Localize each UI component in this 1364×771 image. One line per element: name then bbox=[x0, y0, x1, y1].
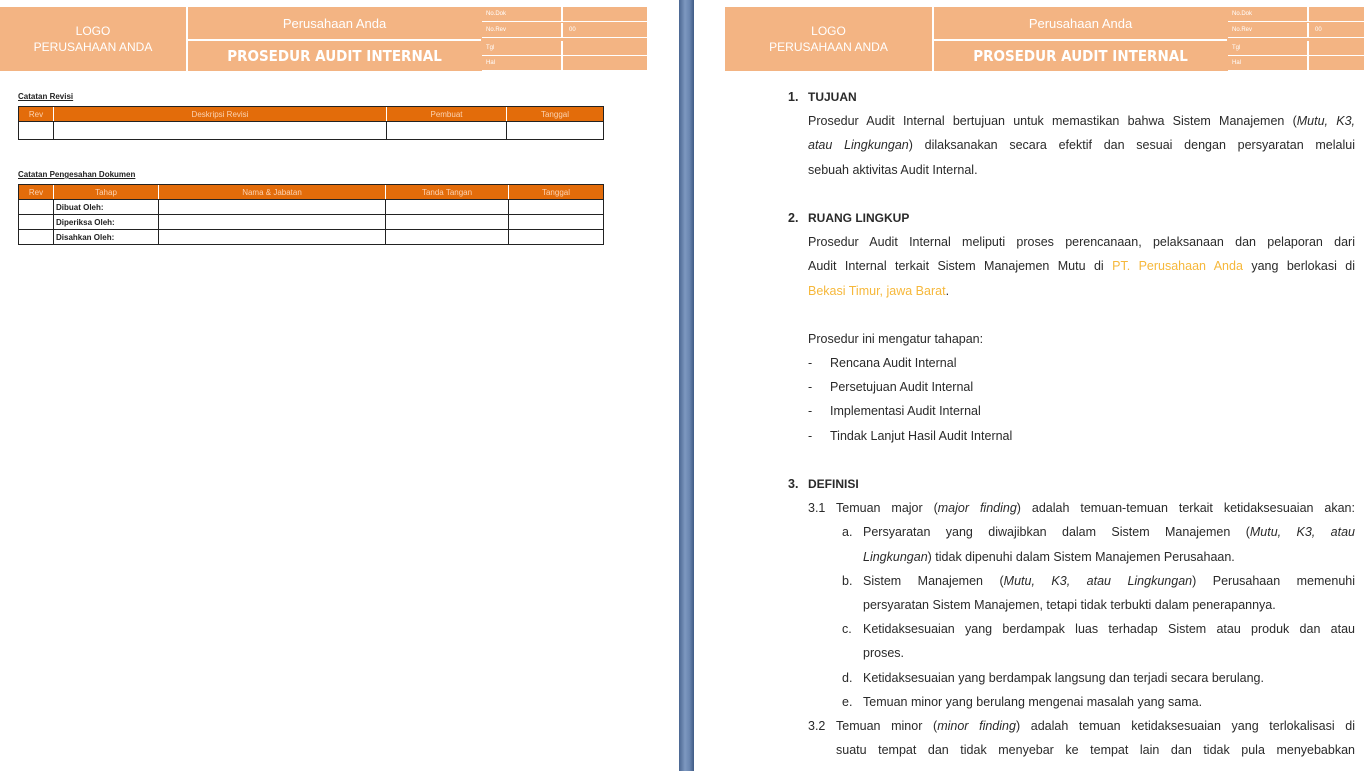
company-name: Perusahaan Anda bbox=[1028, 15, 1133, 31]
text-line bbox=[694, 520, 1364, 544]
line-text bbox=[808, 327, 1355, 351]
text-segment: Temuan major ( bbox=[836, 501, 938, 516]
line-text bbox=[808, 279, 1355, 303]
col-header: Rev bbox=[19, 185, 54, 200]
italic-text: minor finding bbox=[937, 718, 1016, 733]
text-segment: Prosedur Audit Internal meliputi proses perencanaan, pelaksanaan dan pelaporan dari bbox=[808, 235, 1355, 250]
text-line bbox=[694, 327, 1364, 351]
cell[interactable] bbox=[19, 215, 54, 230]
line-text bbox=[808, 206, 909, 230]
cell[interactable] bbox=[509, 215, 604, 230]
text-segment: proses. bbox=[863, 646, 904, 661]
meta-key: No.Rev bbox=[482, 23, 563, 37]
text-segment: RUANG LINGKUP bbox=[808, 210, 910, 225]
line-text bbox=[863, 569, 1355, 593]
approval-label: Catatan Pengesahan Dokumen bbox=[18, 170, 136, 179]
text-segment: Ketidaksesuaian yang berdampak luas terhadap Sistem atau produk dan atau bbox=[863, 622, 1355, 637]
page-right bbox=[694, 0, 1364, 771]
text-segment: DEFINISI bbox=[808, 477, 859, 491]
list-marker: 3.2 bbox=[808, 718, 826, 733]
document-title: PROSEDUR AUDIT INTERNAL bbox=[227, 47, 442, 65]
logo-placeholder bbox=[0, 7, 186, 71]
text-segment: Rencana Audit Internal bbox=[830, 356, 957, 371]
meta-key: Tgl bbox=[482, 41, 563, 55]
logo-placeholder bbox=[725, 7, 932, 71]
cell[interactable] bbox=[19, 230, 54, 245]
line-text bbox=[808, 254, 1355, 278]
text-line bbox=[694, 714, 1364, 738]
cell[interactable] bbox=[509, 200, 604, 215]
logo-text: LOGO bbox=[75, 24, 111, 38]
text-line bbox=[694, 109, 1364, 133]
line-text bbox=[863, 666, 1355, 690]
text-line bbox=[694, 641, 1364, 665]
meta-row bbox=[1228, 41, 1364, 56]
col-header: Pembuat bbox=[387, 107, 507, 122]
text-line bbox=[694, 375, 1364, 399]
line-text bbox=[808, 158, 1355, 182]
italic-text: Mutu, K3, atau Lingkungan bbox=[1003, 573, 1193, 588]
cell[interactable] bbox=[507, 122, 604, 140]
col-header: Deskripsi Revisi bbox=[54, 107, 387, 122]
logo-text: LOGO bbox=[811, 24, 846, 38]
list-marker: - bbox=[808, 380, 813, 395]
line-text bbox=[830, 351, 1330, 375]
section-heading bbox=[694, 472, 1364, 496]
page-divider bbox=[679, 0, 694, 771]
document-body bbox=[694, 85, 1364, 762]
list-marker: 3. bbox=[788, 477, 799, 491]
document-header bbox=[0, 7, 647, 71]
logo-company: PERUSAHAAN ANDA bbox=[769, 40, 888, 54]
stage-cell: Disahkan Oleh: bbox=[54, 230, 159, 245]
list-marker: - bbox=[808, 404, 813, 419]
line-text bbox=[808, 85, 857, 109]
cell[interactable] bbox=[159, 200, 386, 215]
line-text bbox=[808, 472, 859, 496]
text-segment: . bbox=[945, 283, 950, 298]
text-line bbox=[694, 399, 1364, 423]
line-text bbox=[836, 738, 1355, 762]
italic-text: major finding bbox=[937, 501, 1017, 516]
text-line bbox=[694, 158, 1364, 182]
text-line bbox=[694, 496, 1364, 520]
text-segment: suatu tempat dan tidak menyebar ke tempat lain dan tidak pula menyebabkan bbox=[836, 743, 1355, 758]
meta-key: No.Rev bbox=[1228, 23, 1309, 37]
text-segment: Ketidaksesuaian yang berdampak langsung dan terjadi secara berulang. bbox=[863, 670, 1264, 685]
line-text bbox=[863, 617, 1355, 641]
col-header: Tanda Tangan bbox=[386, 185, 509, 200]
cell[interactable] bbox=[19, 200, 54, 215]
col-header: Tahap bbox=[54, 185, 159, 200]
list-marker: 1. bbox=[788, 90, 799, 104]
meta-value bbox=[1309, 7, 1364, 21]
text-segment: ) tidak dipenuhi dalam Sistem Manajemen Perusahaan. bbox=[927, 549, 1235, 564]
meta-row bbox=[1228, 56, 1364, 71]
approval-table bbox=[18, 184, 604, 245]
meta-value bbox=[563, 7, 647, 21]
col-header: Rev bbox=[19, 107, 54, 122]
table-row bbox=[19, 122, 604, 140]
line-text bbox=[836, 496, 1355, 520]
line-text bbox=[808, 133, 1355, 157]
list-marker: b. bbox=[842, 573, 853, 588]
text-line bbox=[694, 617, 1364, 641]
line-text bbox=[863, 593, 1355, 617]
text-segment: ) Perusahaan memenuhi bbox=[1192, 573, 1355, 588]
list-marker: 2. bbox=[788, 210, 799, 225]
text-segment: sebuah aktivitas Audit Internal. bbox=[808, 162, 978, 177]
text-segment: TUJUAN bbox=[808, 90, 857, 104]
col-header: Tanggal bbox=[507, 107, 604, 122]
meta-row bbox=[482, 23, 647, 38]
table-row bbox=[19, 230, 604, 245]
text-segment: Temuan minor ( bbox=[836, 718, 938, 733]
text-line bbox=[694, 666, 1364, 690]
document-title: PROSEDUR AUDIT INTERNAL bbox=[973, 47, 1188, 65]
company-name: Perusahaan Anda bbox=[282, 15, 387, 31]
text-segment: Temuan minor yang berulang mengenai masalah yang sama. bbox=[863, 694, 1203, 709]
meta-value: 00 bbox=[569, 27, 576, 33]
cell[interactable] bbox=[509, 230, 604, 245]
text-segment: persyaratan Sistem Manajemen, tetapi tidak terbukti dalam penerapannya. bbox=[863, 597, 1276, 612]
cell[interactable] bbox=[159, 215, 386, 230]
line-text bbox=[863, 641, 1355, 665]
text-segment: Prosedur Audit Internal bertujuan untuk memastikan bahwa Sistem Manajemen ( bbox=[808, 114, 1297, 129]
revision-table bbox=[18, 106, 604, 140]
text-line bbox=[694, 279, 1364, 303]
meta-key: No.Dok bbox=[482, 7, 563, 21]
list-marker: - bbox=[808, 356, 813, 371]
text-segment: Tindak Lanjut Hasil Audit Internal bbox=[830, 428, 1013, 443]
meta-row bbox=[482, 41, 647, 56]
meta-row bbox=[1228, 7, 1364, 22]
text-line bbox=[694, 690, 1364, 714]
list-marker: - bbox=[808, 428, 813, 443]
meta-key: Tgl bbox=[1228, 41, 1309, 55]
text-line bbox=[694, 569, 1364, 593]
highlighted-text: PT. Perusahaan Anda bbox=[1112, 259, 1243, 274]
list-marker: a. bbox=[842, 525, 853, 540]
text-line bbox=[694, 254, 1364, 278]
text-segment: Prosedur ini mengatur tahapan: bbox=[808, 331, 984, 346]
line-text bbox=[863, 545, 1355, 569]
col-header: Tanggal bbox=[509, 185, 604, 200]
text-segment: ) dilaksanakan secara efektif dan sesuai dengan persyaratan melalui bbox=[908, 138, 1355, 153]
meta-value bbox=[563, 56, 647, 70]
document-header bbox=[725, 7, 1364, 71]
text-line bbox=[694, 545, 1364, 569]
meta-row bbox=[482, 56, 647, 71]
text-segment: ) adalah temuan-temuan terkait ketidaksesuaian akan: bbox=[1016, 501, 1355, 516]
cell[interactable] bbox=[19, 122, 54, 140]
text-segment: Persyaratan yang diwajibkan dalam Sistem Manajemen ( bbox=[863, 525, 1250, 540]
line-text bbox=[863, 690, 1355, 714]
text-line bbox=[694, 593, 1364, 617]
table-row bbox=[19, 215, 604, 230]
italic-text: Mutu, K3, atau bbox=[1249, 525, 1355, 540]
stage-cell: Dibuat Oleh: bbox=[54, 200, 159, 215]
meta-key: Hal bbox=[1228, 56, 1309, 70]
cell[interactable] bbox=[386, 215, 509, 230]
meta-key: No.Dok bbox=[1228, 7, 1309, 21]
cell[interactable] bbox=[387, 122, 507, 140]
text-line bbox=[694, 133, 1364, 157]
list-marker: d. bbox=[842, 670, 853, 685]
line-text bbox=[830, 399, 1330, 423]
highlighted-text: Bekasi Timur, jawa Barat bbox=[808, 283, 946, 298]
section-heading bbox=[694, 85, 1364, 109]
text-segment: yang berlokasi di bbox=[1242, 259, 1355, 274]
blank-line bbox=[694, 448, 1364, 472]
line-text bbox=[808, 230, 1355, 254]
italic-text: atau Lingkungan bbox=[808, 138, 909, 153]
text-segment: ) adalah temuan ketidaksesuaian yang terlokalisasi di bbox=[1015, 718, 1355, 733]
text-line bbox=[694, 738, 1364, 762]
table-row bbox=[19, 200, 604, 215]
meta-value bbox=[563, 41, 647, 55]
section-heading bbox=[694, 206, 1364, 230]
text-line bbox=[694, 230, 1364, 254]
blank-line bbox=[694, 182, 1364, 206]
cell[interactable] bbox=[386, 200, 509, 215]
text-segment: Implementasi Audit Internal bbox=[830, 404, 981, 419]
doc-meta bbox=[1228, 7, 1364, 71]
line-text bbox=[830, 424, 1330, 448]
list-marker: e. bbox=[842, 694, 853, 709]
meta-value bbox=[1309, 41, 1364, 55]
cell[interactable] bbox=[159, 230, 386, 245]
col-header: Nama & Jabatan bbox=[159, 185, 386, 200]
meta-value: 00 bbox=[1315, 27, 1322, 33]
meta-row bbox=[1228, 23, 1364, 38]
revision-label: Catatan Revisi bbox=[18, 92, 74, 101]
page-left bbox=[0, 0, 679, 771]
list-marker: c. bbox=[842, 622, 852, 637]
line-text bbox=[808, 109, 1355, 133]
text-segment: Sistem Manajemen ( bbox=[863, 573, 1004, 588]
line-text bbox=[830, 375, 1330, 399]
meta-key: Hal bbox=[482, 56, 563, 70]
stage-cell: Diperiksa Oleh: bbox=[54, 215, 159, 230]
cell[interactable] bbox=[386, 230, 509, 245]
logo-company: PERUSAHAAN ANDA bbox=[33, 40, 153, 54]
list-marker: 3.1 bbox=[808, 501, 826, 516]
doc-meta bbox=[482, 7, 647, 71]
text-segment: Persetujuan Audit Internal bbox=[830, 380, 974, 395]
cell[interactable] bbox=[54, 122, 387, 140]
line-text bbox=[863, 520, 1355, 544]
meta-value bbox=[1309, 56, 1364, 70]
text-line bbox=[694, 351, 1364, 375]
meta-row bbox=[482, 7, 647, 22]
text-line bbox=[694, 424, 1364, 448]
italic-text: Lingkungan bbox=[863, 549, 928, 564]
line-text bbox=[836, 714, 1355, 738]
text-segment: Audit Internal terkait Sistem Manajemen Mutu di bbox=[808, 259, 1113, 274]
blank-line bbox=[694, 303, 1364, 327]
italic-text: Mutu, K3, bbox=[1296, 114, 1355, 129]
